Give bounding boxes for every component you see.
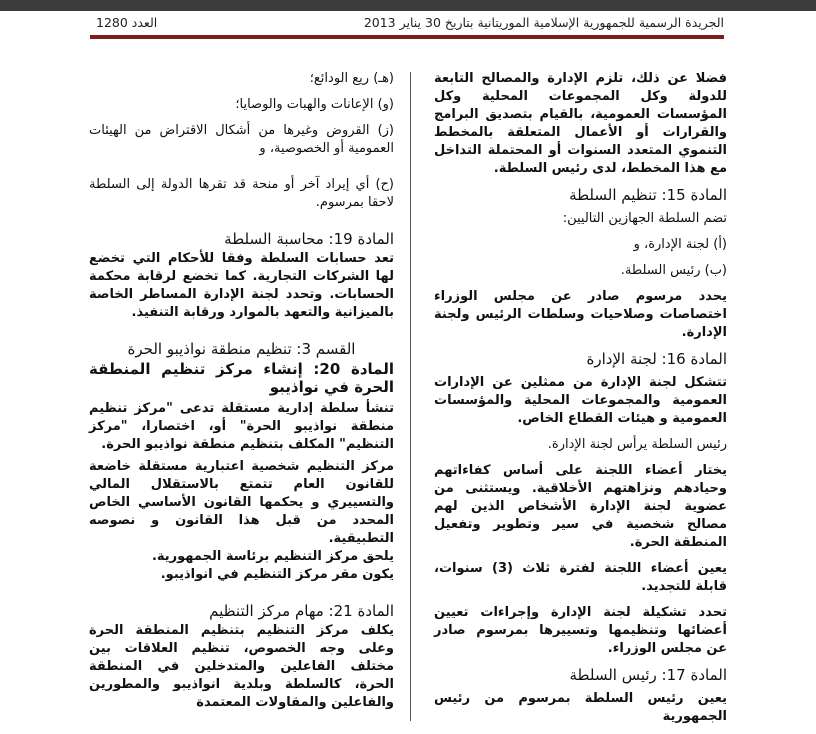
issue-number: العدد 1280 (96, 15, 158, 30)
intro-paragraph: فضلا عن ذلك، تلزم الإدارة والمصالح التابعة للدولة وكل المجموعات المحلية وكل المؤسسات العمومية، بالقيام بتصديق البرامج والقرارات أو الأعمال المتعلقة بالمخطط التنموي المتعدد السنوات أو المحتملة التداخل مع هذا المخطط، لدى رئيس السلطة. (434, 71, 727, 176)
item-z: (ز) القروض وغيرها من أشكال الاقتراض من الهيئات العمومية أو الخصوصية، و (89, 123, 394, 156)
article-16-title: المادة 16: لجنة الإدارة (586, 350, 727, 368)
right-column (434, 70, 727, 734)
article-20-para-1: تنشأ سلطة إدارية مستقلة تدعى "مركز تنظيم منطقة نواذيبو الحرة" أو، اختصارا، "مركز التنظيم" المكلف بتنظيم منطقة نواذيبو الحرة. (89, 401, 394, 452)
viewer-top-bar (0, 0, 816, 11)
article-15-decree: يحدد مرسوم صادر عن مجلس الوزراء اختصاصات وصلاحيات وسلطات الرئيس ولجنة الإدارة. (434, 289, 727, 340)
column-divider (410, 72, 411, 721)
article-19-para-1: تعد حسابات السلطة وفقا للأحكام التي تخضع لها الشركات التجارية. كما تخضع لرقابة محكمة الحسابات. وتحدد لجنة الإدارة المساطر الخاصة بالميزانية والتعهد بالموارد ورقابة التنفيذ. (89, 251, 394, 320)
item-w: (و) الإعانات والهبات والوصايا؛ (235, 97, 394, 112)
gazette-title: الجريدة الرسمية للجمهورية الإسلامية الموريتانية بتاريخ 30 يناير 2013 (363, 15, 724, 30)
article-16-para-3: يختار أعضاء اللجنة على أساس كفاءاتهم وحيادهم ونزاهتهم الأخلاقية. ويستثنى من عضوية لجنة الإدارة الأشخاص الذين لهم مصالح شخصية في سير وتطوير وتفعيل المنطقة الحرة. (434, 463, 727, 550)
article-15-title: المادة 15: تنظيم السلطة (569, 186, 727, 204)
article-16-para-4: يعين أعضاء اللجنة لفترة ثلاث (3) سنوات، قابلة للتجديد. (434, 561, 727, 594)
article-21-para-1: يكلف مركز التنظيم بتنظيم المنطقة الحرة وعلى وجه الخصوص، تنظيم العلاقات بين مختلف الفاعلين والمتدخلين في المنطقة الحرة، كالسلطة وبلدية انواذيبو والمطورين والفاعلين والمقاولات المعتمدة (89, 623, 394, 710)
article-16-para-1: تتشكل لجنة الإدارة من ممثلين عن الإدارات العمومية والمجموعات المحلية والمؤسسات العمومية و هيئات القطاع الخاص. (434, 375, 727, 426)
article-16-para-5: تحدد تشكيلة لجنة الإدارة وإجراءات تعيين أعضائها وتنظيمها وتسييرها بمرسوم صادر عن مجلس الوزراء. (434, 605, 727, 656)
item-h: (هـ) ريع الودائع؛ (309, 71, 394, 86)
article-20-para-4: يكون مقر مركز التنظيم في انواذيبو. (160, 567, 394, 582)
article-15-item-b: (ب) رئيس السلطة. (620, 263, 727, 278)
page-header (94, 12, 724, 34)
article-21-title: المادة 21: مهام مركز التنظيم (209, 602, 394, 620)
section-3-title: القسم 3: تنظيم منطقة نواذيبو الحرة (127, 340, 356, 358)
article-20-para-3: يلحق مركز التنظيم برئاسة الجمهورية. (151, 549, 394, 564)
article-20-title: المادة 20: إنشاء مركز تنظيم المنطقة الحرة في نواذيبو (89, 360, 394, 396)
article-20-para-2: مركز التنظيم شخصية اعتبارية مستقلة خاضعة للقانون العام تتمتع بالاستقلال المالي والتسييري و يحكمها القانون الأساسي الخاص المحدد من قبل هذا القانون و نصوصه التطبيقية. (89, 459, 394, 546)
article-19-title: المادة 19: محاسبة السلطة (224, 230, 394, 248)
header-rule (90, 35, 724, 39)
article-16-para-2: رئيس السلطة يرأس لجنة الإدارة. (547, 437, 727, 452)
article-15-lead: تضم السلطة الجهازين التاليين: (562, 211, 727, 226)
article-15-item-a: (أ) لجنة الإدارة، و (633, 237, 727, 252)
item-ha: (ح) أي إيراد آخر أو منحة قد تقرها الدولة إلى السلطة لاحقا بمرسوم. (89, 177, 394, 210)
article-17-para-1: يعين رئيس السلطة بمرسوم من رئيس الجمهورية (434, 691, 727, 724)
article-17-title: المادة 17: رئيس السلطة (569, 666, 727, 684)
left-column (89, 70, 394, 720)
